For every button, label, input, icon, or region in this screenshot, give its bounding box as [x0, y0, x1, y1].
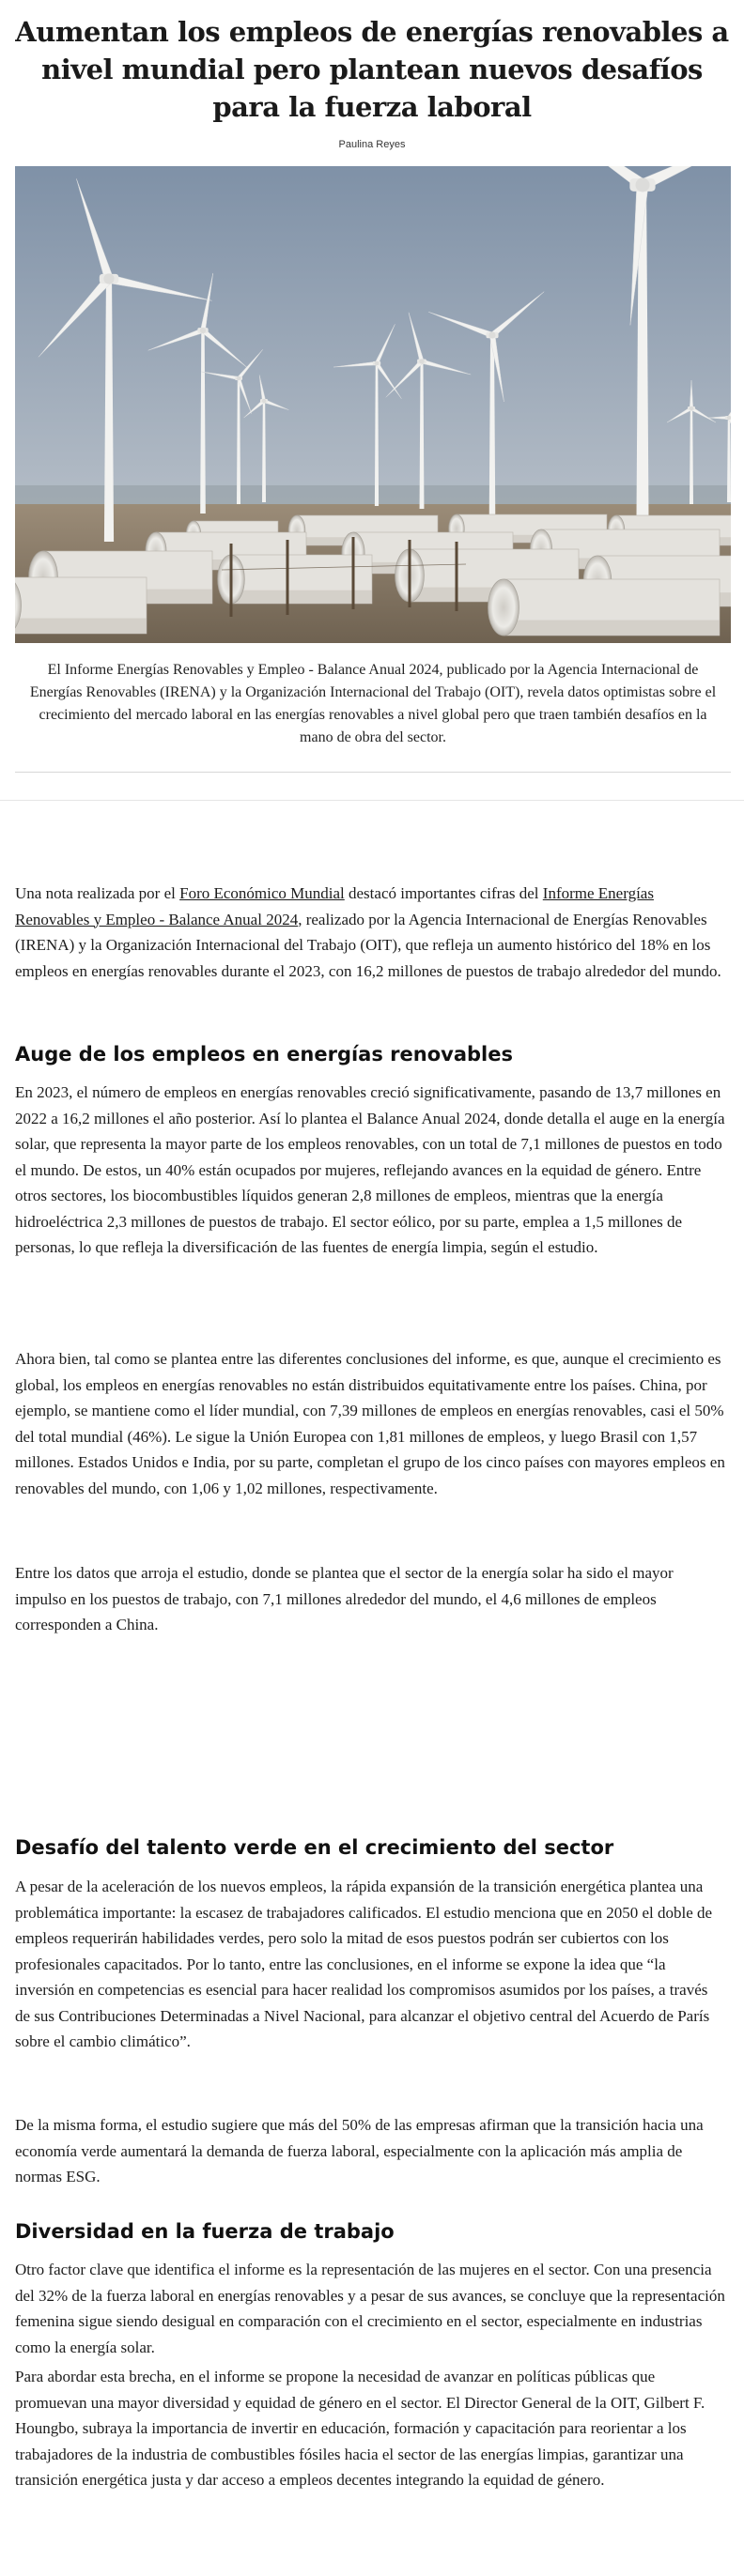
body-paragraph: Para abordar esta brecha, en el informe se propone la necesidad de avanzar en políticas públicas que promuevan una mayor diversidad y equidad de género en el sector. El Director General de la OIT, Gilbert F. Houngbo, subraya la importancia de invertir en educación, formación y capacitación para reorientar a los trabajadores de la industria de combustibles fósiles hacia el sector de las energías limpias, garantizar una transición energética justa y dar acceso a empleos decentes integrando la equidad de género. [15, 2368, 705, 2489]
article-author: Paulina Reyes [338, 139, 406, 150]
tower-segment [218, 555, 372, 604]
segment-opening [488, 579, 519, 636]
body-paragraph: En 2023, el número de empleos en energías renovables creció significativamente, pasando de 13,7 millones en 2022 a 16,2 millones el año posterior. Así lo plantea el Balance Anual 2024, donde detalla el auge en la energía solar, que representa la mayor parte de los empleos renovables, con un total de 7,1 millones de puestos en todo el mundo. De estos, un 40% están ocupados por mujeres, reflejando avances en la equidad de género. Entre otros sectores, los biocombustibles líquidos generan 2,8 millones de empleos, mientras que la energía hidroeléctrica 2,3 millones de puestos de trabajo. El sector eólico, por su parte, emplea a 1,5 millones de personas, lo que refleja la diversificación de las fuentes de energía limpia, según el estudio. [15, 1083, 725, 1256]
turbine-hub [419, 359, 424, 363]
body-paragraph: Entre los datos que arroja el estudio, donde se plantea que el sector de la energía solar ha sido el mayor impulso en los puestos de trabajo, con 7,1 millones alrededor del mundo, el 4,6 millones de empleos corresponden a China. [15, 1564, 674, 1633]
turbine-hub [488, 331, 495, 338]
wind-farm-illustration [15, 166, 731, 643]
intro-paragraph [15, 881, 725, 984]
caption-divider [15, 772, 731, 773]
segment-shadow [504, 621, 720, 636]
image-caption: El Informe Energías Renovables y Empleo - Balance Anual 2024, publicado por la Agencia Internacional de Energías Renovables (IRENA) y la Organización Internacional del Trabajo (OIT), revela datos optimistas sobre el crecimiento del mercado laboral en las energías renovables a nivel global pero que traen también desafíos en la mano de obra del sector. [29, 662, 717, 745]
body-paragraph: A pesar de la aceleración de los nuevos empleos, la rápida expansión de la transición energética plantea una problemática importante: la escasez de trabajadores calificados. El estudio menciona que en 2050 el doble de empleos requerirán habilidades verdes, pero solo la mitad de esos puestos podrán ser cubiertos con los profesionales capacitados. Por lo tanto, entre las conclusiones, en el informe se expone la idea que “la inversión en competencias es esencial para hacer realidad los compromisos asumidos por los países, a través de sus Contribuciones Determinadas a Nivel Nacional, para alcanzar el objetivo central del Acuerdo de París sobre el cambio climático”. [15, 1878, 713, 2050]
turbine-hub [237, 376, 240, 380]
hero-image [15, 166, 731, 643]
link-informe-balance-anual[interactable]: Informe Energías Renovables y Empleo - Balance Anual 2024 [15, 884, 654, 928]
section-heading: Diversidad en la fuerza de trabajo [15, 2220, 395, 2243]
segment-shadow [15, 619, 147, 635]
intro-text: Una nota realizada por el [15, 884, 180, 902]
segment-shadow [231, 590, 372, 604]
turbine-hub [200, 328, 206, 333]
turbine-hub [690, 406, 693, 410]
intro-text: destacó importantes cifras del [344, 884, 543, 902]
turbine-hub [262, 399, 266, 403]
body-paragraph: Ahora bien, tal como se plantea entre las diferentes conclusiones del informe, es que, aunque el crecimiento es global, los empleos en energías renovables no están distribuidos equitativamente entre los países. China, por ejemplo, se mantiene como el líder mundial, con 7,39 millones de empleos en energías renovables, casi el 50% del total mundial (46%). Le sigue la Unión Europea con 1,81 millones de empleos, y luego Brasil con 1,57 millones. Estados Unidos e India, por su parte, completan el grupo de los cinco países con mayores empleos en renovables del mundo, con 1,06 y 1,02 millones, respectivamente. [15, 1350, 725, 1497]
section-divider [0, 800, 744, 801]
section-heading: Auge de los empleos en energías renovables [15, 1043, 513, 1066]
turbine-hub [375, 361, 380, 366]
section-heading: Desafío del talento verde en el crecimiento del sector [15, 1836, 614, 1859]
intro-text: , realizado por la Agencia Internacional de Energías Renovables (IRENA) y la Organización Internacional del Trabajo (OIT), que refleja un aumento histórico del 18% en los empleos en energías renovables durante el 2023, con 16,2 millones de puestos de trabajo alrededor del mundo. [15, 910, 721, 980]
tower-segment [488, 579, 721, 636]
turbine-hub [103, 273, 114, 284]
turbine-hub [727, 416, 731, 420]
body-paragraph: Otro factor clave que identifica el informe es la representación de las mujeres en el sector. Con una presencia del 32% de la fuerza laboral en energías renovables y a pesar de sus avances, se concluye que la representación femenina sigue siendo desigual en comparación con el crecimiento en el sector, especialmente en industrias como la energía solar. [15, 2261, 725, 2356]
turbine-hub [636, 178, 650, 192]
link-foro-economico-mundial[interactable]: Foro Económico Mundial [179, 884, 345, 902]
tower-segment [15, 577, 147, 634]
body-paragraph: De la misma forma, el estudio sugiere que más del 50% de las empresas afirman que la transición hacia una economía verde aumentará la demanda de fuerza laboral, especialmente con la aplicación más amplia de normas ESG. [15, 2116, 704, 2185]
article-title: Aumentan los empleos de energías renovables a nivel mundial pero plantean nuevos desafíos para la fuerza laboral [15, 16, 729, 123]
